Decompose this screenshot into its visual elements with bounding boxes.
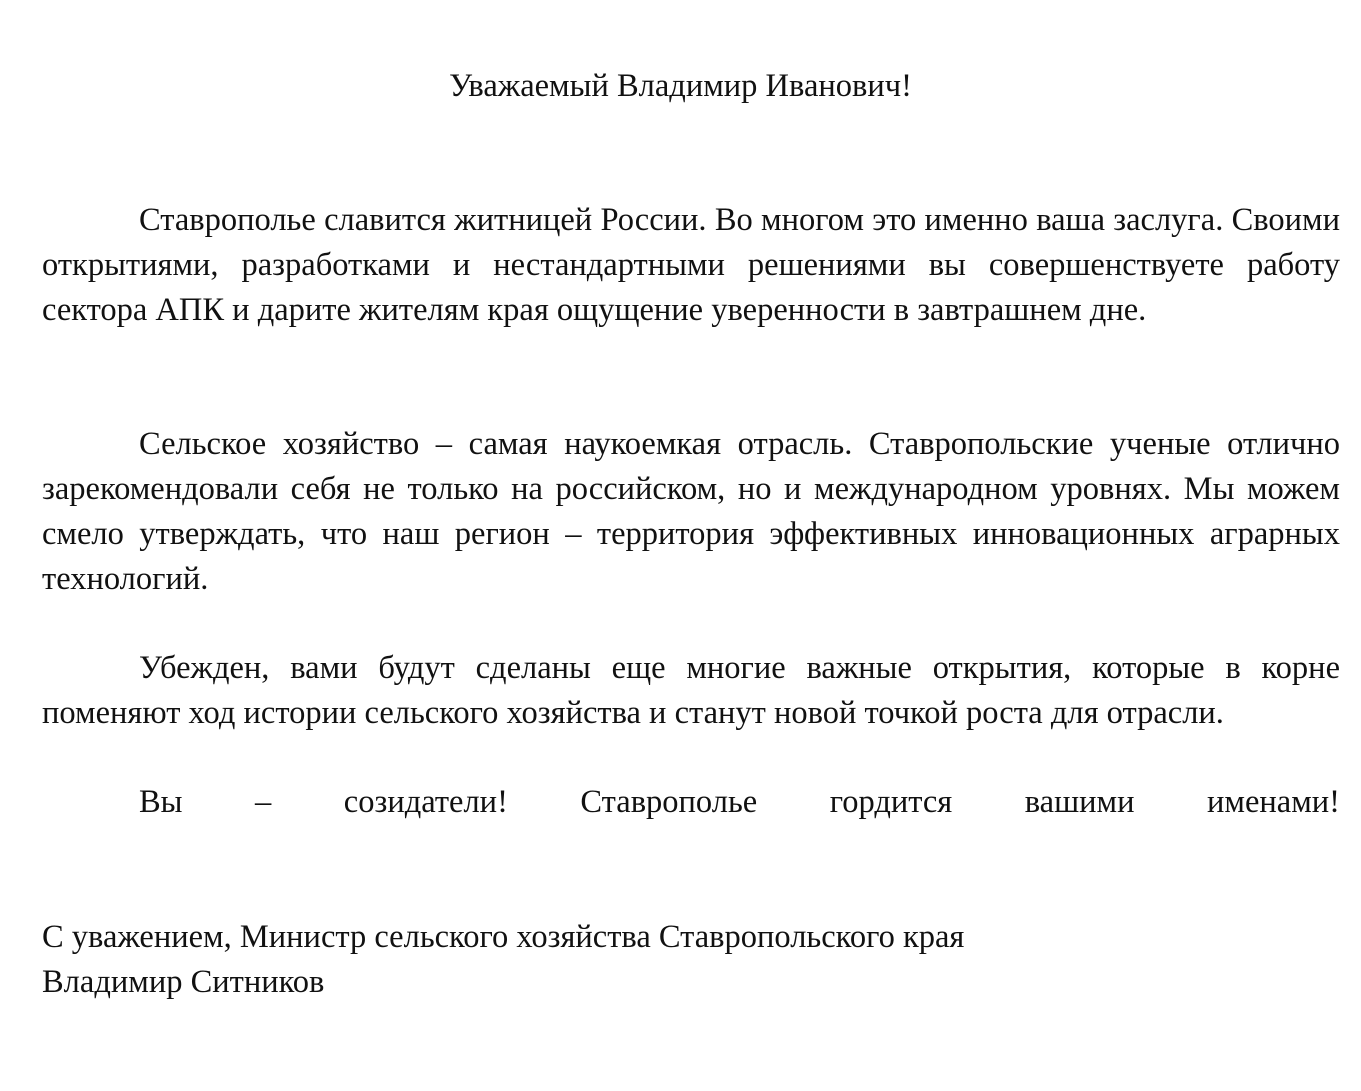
letter-paragraph-3: Убежден, вами будут сделаны еще многие важные открытия, которые в корне поменяют ход истории сельского хозяйства и станут новой точкой роста для отрасли. [42, 650, 1340, 731]
letter-paragraph-2: Сельское хозяйство – самая наукоемкая отрасль. Ставропольские ученые отлично зарекомендовали себя не только на российском, но и международном уровнях. Мы можем смело утверждать, что наш регион – территория эффективных инновационных аграрных технологий. [42, 426, 1340, 597]
signature-closing: С уважением, Министр сельского хозяйства Ставропольского края [42, 919, 965, 955]
letter-signature [42, 915, 1340, 1005]
letter-greeting: Уважаемый Владимир Иванович! [449, 68, 912, 104]
letter-paragraph-4: Вы – созидатели! Ставрополье гордится вашими именами! [139, 784, 1340, 820]
signature-name: Владимир Ситников [42, 964, 325, 1000]
letter-paragraph-1: Ставрополье славится житницей России. Во многом это именно ваша заслуга. Своими открытиями, разработками и нестандартными решениями вы совершенствуете работу сектора АПК и дарите жителям края ощущение уверенности в завтрашнем дне. [42, 202, 1340, 328]
